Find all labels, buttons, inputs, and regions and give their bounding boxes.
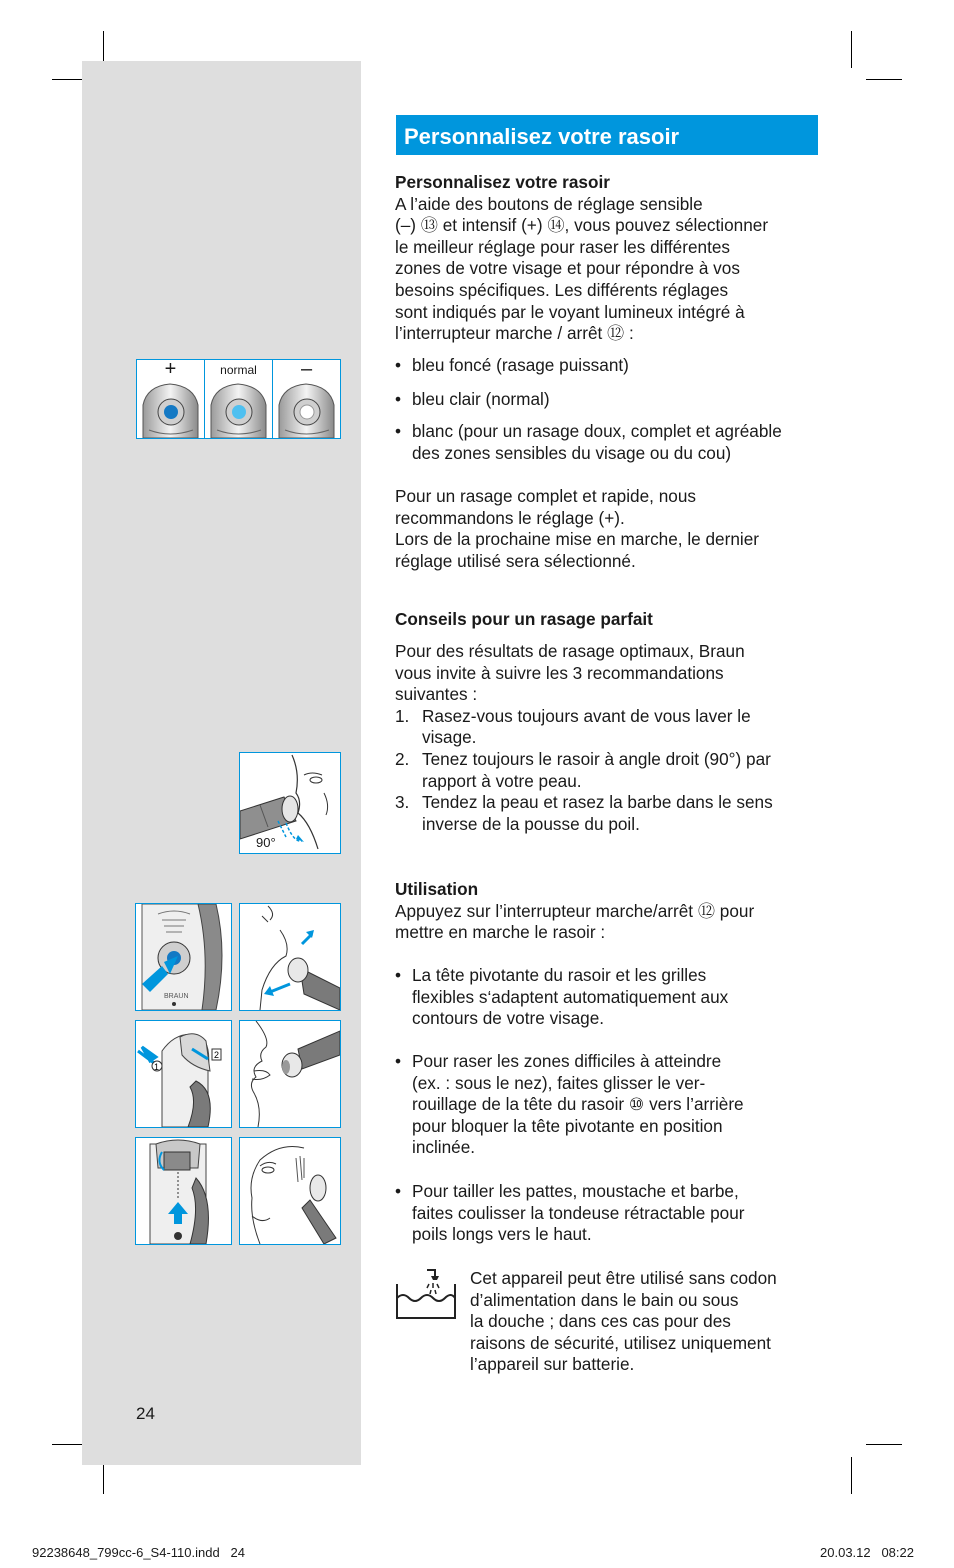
customize-heading: Personnalisez votre rasoir <box>395 172 610 192</box>
paragraph-line: Lors de la prochaine mise en marche, le dernier <box>395 529 759 550</box>
list-item-line: (ex. : sous le nez), faites glisser le ver- <box>412 1072 706 1093</box>
list-item-line: Rasez-vous toujours avant de vous laver le <box>422 705 751 726</box>
crop-mark <box>851 1457 852 1494</box>
normal-label: normal <box>220 363 257 377</box>
usage-list <box>395 965 825 1030</box>
plus-icon: + <box>164 358 177 380</box>
customize-line: l’interrupteur marche / arrêt ⑫ : <box>395 323 634 344</box>
crop-mark <box>851 31 852 68</box>
usage-list <box>395 1181 825 1246</box>
tips-body <box>395 641 825 835</box>
list-item <box>395 792 825 835</box>
list-item <box>395 706 825 749</box>
list-item-line: • Pour tailler les pattes, moustache et barbe, <box>412 1181 739 1201</box>
customize-line: sont indiqués par le voyant lumineux intégré à <box>395 301 745 322</box>
crop-mark <box>52 1444 85 1445</box>
list-item-line: • blanc (pour un rasage doux, complet et agréable <box>412 421 782 441</box>
list-item-line: • Pour raser les zones difficiles à atteindre <box>412 1051 722 1071</box>
footer-date-info: 20.03.12 08:22 <box>820 1545 914 1560</box>
usage-heading: Utilisation <box>395 879 479 899</box>
tips-intro-line: vous invite à suivre les 3 recommandations <box>395 662 724 683</box>
list-item-line: Tendez la peau et rasez la barbe dans le sens <box>422 792 773 813</box>
shower-note-line: d’alimentation dans le bain ou sous <box>470 1289 739 1310</box>
shower-note <box>470 1268 830 1376</box>
setting-list <box>395 389 825 411</box>
angle-label: 90° <box>256 835 276 850</box>
list-item-number: 2. <box>395 748 410 769</box>
shower-icon <box>393 1268 457 1327</box>
tips-section <box>395 609 825 631</box>
normal-button-figure <box>205 360 273 438</box>
list-item-line: • La tête pivotante du rasoir et les grilles <box>412 965 707 985</box>
customize-line: (–) ⑬ et intensif (+) ⑭, vous pouvez sélectionner <box>395 215 769 236</box>
list-item <box>395 965 825 1030</box>
list-item-line: flexibles s‘adaptent automatiquement aux <box>412 986 729 1007</box>
plus-button-figure <box>137 360 205 438</box>
crop-mark <box>866 79 902 80</box>
usage-intro-line: mettre en marche le rasoir : <box>395 922 606 943</box>
setting-list <box>395 421 825 464</box>
page-number: 24 <box>136 1404 155 1423</box>
footer-file-info: 92238648_799cc-6_S4-110.indd 24 <box>32 1545 245 1560</box>
tips-heading: Conseils pour un rasage parfait <box>395 609 653 629</box>
paragraph-line: réglage utilisé sera sélectionné. <box>395 550 636 571</box>
tips-intro-line: Pour des résultats de rasage optimaux, Braun <box>395 641 745 661</box>
list-item-line: faites coulisser la tondeuse rétractable pour <box>412 1202 745 1223</box>
list-item-number: 1. <box>395 705 410 726</box>
step-2-label: 2 <box>214 1050 220 1060</box>
list-item <box>395 421 825 464</box>
customize-line: zones de votre visage et pour répondre à vos <box>395 258 740 279</box>
tips-intro-line: suivantes : <box>395 684 478 705</box>
head-lock-figure <box>135 1020 232 1128</box>
list-item-line: inclinée. <box>412 1137 476 1158</box>
setting-buttons-figure <box>136 359 341 439</box>
list-item-line: pour bloquer la tête pivotante en position <box>412 1115 723 1136</box>
customize-line: le meilleur réglage pour raser les différentes <box>395 236 731 257</box>
list-item <box>395 1051 825 1159</box>
shower-note-line: la douche ; dans ces cas pour des <box>470 1311 731 1332</box>
list-item: • bleu foncé (rasage puissant) <box>395 355 825 377</box>
step-1-label: 1 <box>154 1062 160 1072</box>
list-item-line: des zones sensibles du visage ou du cou) <box>412 442 732 463</box>
pivot-head-figure <box>239 903 341 1011</box>
minus-icon: – <box>300 358 313 380</box>
trimmer-slide-figure <box>135 1137 232 1245</box>
usage-intro-line: Appuyez sur l’interrupteur marche/arrêt ⑫ pour <box>395 900 755 921</box>
crop-mark <box>866 1444 902 1445</box>
list-item-line: contours de votre visage. <box>412 1008 605 1029</box>
list-item <box>395 1181 825 1246</box>
paragraph-line: recommandons le réglage (+). <box>395 507 625 528</box>
recommendation-paragraph <box>395 486 825 572</box>
list-item-line: poils longs vers le haut. <box>412 1224 592 1245</box>
paragraph-line: Pour un rasage complet et rapide, nous <box>395 486 696 506</box>
list-item-line: visage. <box>422 727 477 748</box>
list-item-line: rapport à votre peau. <box>422 770 582 791</box>
section-title-bar: Personnalisez votre rasoir <box>396 115 818 155</box>
list-item: • bleu clair (normal) <box>395 389 825 411</box>
right-angle-figure <box>239 752 341 854</box>
sideburn-trim-figure <box>239 1137 341 1245</box>
minus-button-figure <box>273 360 340 438</box>
customize-section <box>395 172 825 345</box>
customize-line: besoins spécifiques. Les différents réglages <box>395 279 729 300</box>
shower-note-line: raisons de sécurité, utilisez uniquement <box>470 1332 771 1353</box>
list-item-number: 3. <box>395 792 410 813</box>
usage-list <box>395 1051 825 1159</box>
customize-line: A l’aide des boutons de réglage sensible <box>395 193 703 214</box>
list-item-line: rouillage de la tête du rasoir ⑩ vers l’arrière <box>412 1094 744 1115</box>
shower-note-line: l’appareil sur batterie. <box>470 1354 635 1375</box>
list-item-line: inverse de la pousse du poil. <box>422 813 640 834</box>
list-item-line: Tenez toujours le rasoir à angle droit (90°) par <box>422 748 771 769</box>
brand-label: BRAUN <box>164 993 189 1000</box>
under-nose-figure <box>239 1020 341 1128</box>
crop-mark <box>52 79 85 80</box>
power-button-figure <box>135 903 232 1011</box>
list-item <box>395 749 825 792</box>
usage-section <box>395 879 825 944</box>
shower-note-line: Cet appareil peut être utilisé sans codon <box>470 1268 777 1288</box>
setting-list <box>395 355 825 377</box>
